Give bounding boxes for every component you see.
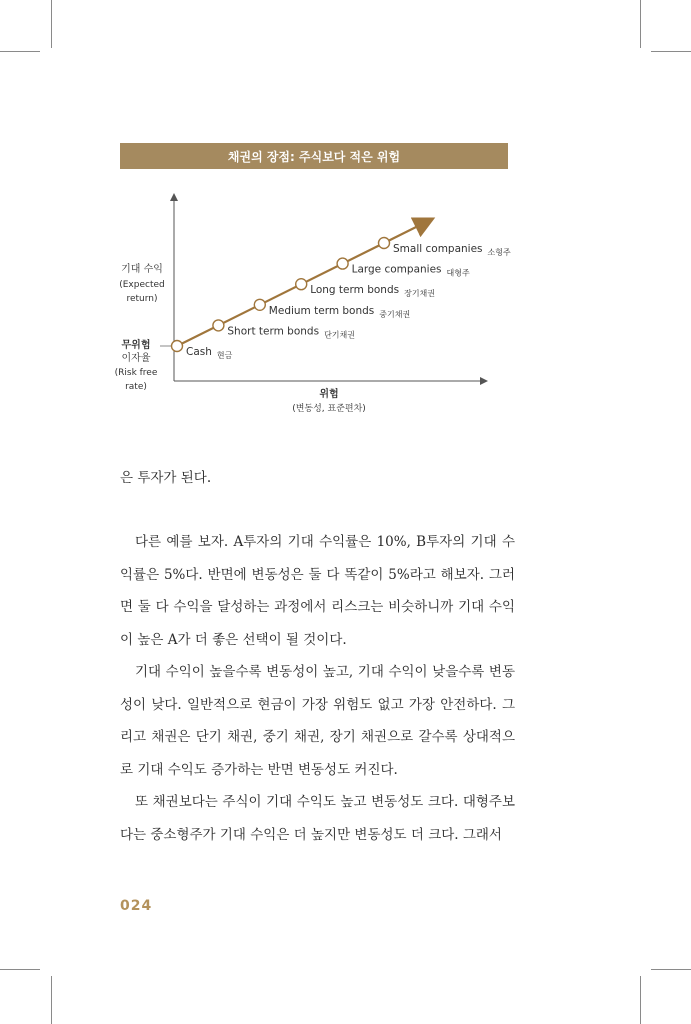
risk-free-label-en-1: (Risk free [114, 368, 158, 378]
body-text [120, 462, 515, 495]
paragraph-continued: 은 투자가 된다. [120, 470, 212, 486]
risk-free-label-ko-1: 무위험 [121, 340, 151, 351]
paragraph: 또 채권보다는 주식이 기대 수익도 높고 변동성도 크다. 대형주보다는 중소형주가 기대 수익은 더 높지만 변동성도 더 크다. 그래서 [120, 794, 515, 843]
risk-return-chart [0, 0, 691, 430]
crop-mark [0, 969, 40, 970]
point-label-ko: 현금 [216, 351, 233, 360]
data-point [379, 238, 390, 249]
data-point [296, 279, 307, 290]
point-label: Medium term bonds [268, 304, 375, 317]
risk-free-label-en-2: rate) [125, 382, 147, 392]
paragraph: 다른 예를 보자. A투자의 기대 수익률은 10%, B투자의 기대 수익률은 5%다. 반면에 변동성은 둘 다 똑같이 5%라고 해보자. 그러면 둘 다 수익을 달성하는 과정에서 리스크는 비슷하니까 기대 수익이 높은 A가 더 좋은 선택이 될 것이다. [120, 534, 515, 648]
figure-title: 채권의 장점: 주식보다 적은 위험 [120, 143, 508, 169]
point-label: Short term bonds [227, 325, 320, 338]
y-axis-label-ko: 기대 수익 [121, 264, 163, 275]
point-label-ko: 소형주 [487, 248, 511, 257]
y-axis-label-en-2: return) [126, 294, 158, 304]
point-label-ko: 단기채권 [324, 330, 355, 340]
paragraph: 기대 수익이 높을수록 변동성이 높고, 기대 수익이 낮을수록 변동성이 낮다. 일반적으로 현금이 가장 위험도 없고 가장 안전하다. 그리고 채권은 단기 채권, 중기 채권, 장기 채권으로 갈수록 상대적으로 기대 수익도 증가하는 반면 변동성도 커진다. [120, 664, 515, 778]
data-point [254, 299, 265, 310]
point-label: Large companies [351, 263, 442, 276]
page-number: 024 [120, 898, 153, 914]
point-label-ko: 중기채권 [379, 309, 411, 319]
point-label-ko: 대형주 [446, 268, 470, 278]
risk-free-label-ko-2: 이자율 [121, 353, 151, 364]
x-axis-label-ko: 위험 [319, 389, 339, 400]
point-label: Small companies [393, 243, 483, 255]
point-label: Long term bonds [310, 284, 400, 297]
body-text [120, 526, 515, 851]
y-axis-label-en-1: (Expected [119, 280, 165, 290]
point-label: Cash [186, 346, 212, 358]
data-point [337, 258, 348, 269]
x-axis-label-en: (변동성, 표준편차) [292, 404, 366, 414]
data-point [172, 341, 183, 352]
crop-mark [640, 976, 641, 1024]
data-point [213, 320, 224, 331]
point-label-ko: 장기채권 [404, 289, 436, 299]
crop-mark [51, 976, 52, 1024]
crop-mark [651, 969, 691, 970]
